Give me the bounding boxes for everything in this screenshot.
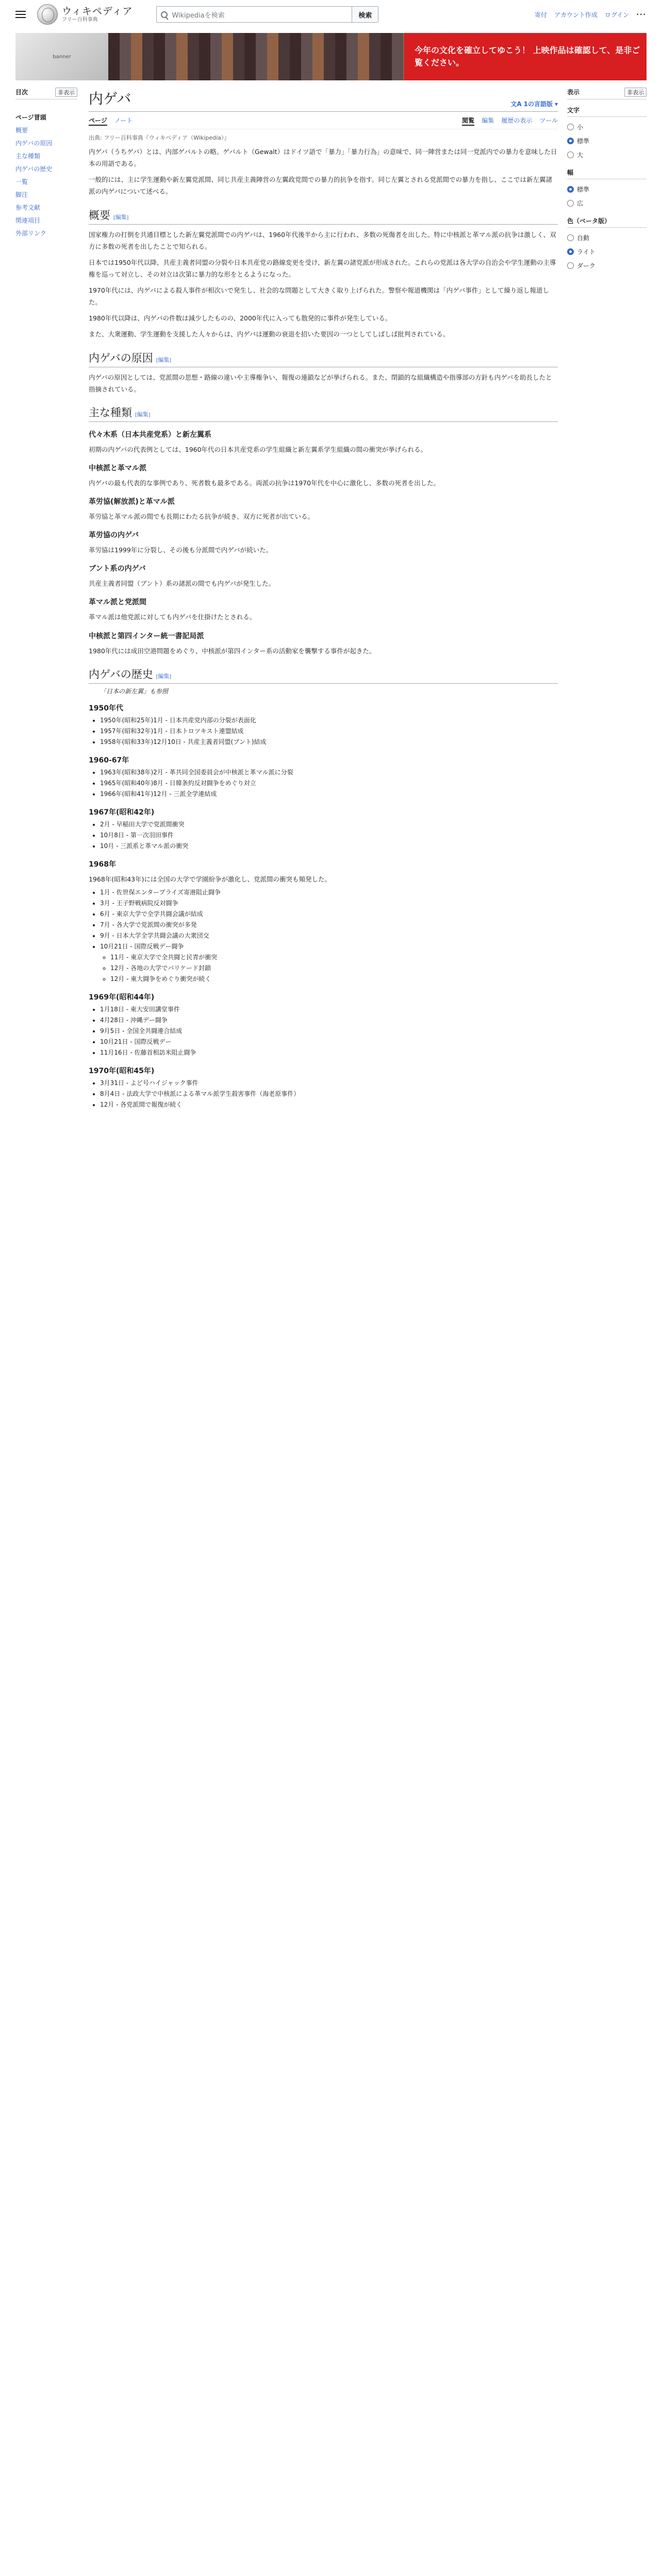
paragraph: 初期の内ゲバの代表例としては、1960年代の日本共産党系の学生組織と新左翼系学生組織の間の衝突が挙げられる。 xyxy=(89,445,427,453)
text-size-title: 文字 xyxy=(567,107,580,114)
option-label: ダーク xyxy=(577,262,596,269)
section-title: 概要 xyxy=(89,209,110,222)
list-item: • 10月8日 - 第一次羽田事件 xyxy=(100,830,558,841)
color-option[interactable] xyxy=(567,259,647,273)
subsection-heading: 革労協(解放派)と革マル派 xyxy=(89,498,175,506)
option-label: 広 xyxy=(577,200,584,207)
list-item: • 4月28日 - 沖縄デー闘争 xyxy=(100,1015,558,1026)
subsection-heading: 中核派と革マル派 xyxy=(89,464,146,472)
option-label: ライト xyxy=(577,248,595,256)
header-links xyxy=(535,10,647,19)
section-heading xyxy=(89,207,558,225)
list-item: • 1965年(昭和40年)8月 - 日韓条約反対闘争をめぐり対立 xyxy=(100,778,558,789)
from-line: 出典: フリー百科事典『ウィキペディア（Wikipedia）』 xyxy=(89,134,230,141)
option-label: 大 xyxy=(577,151,584,159)
event-list xyxy=(100,767,558,800)
text-size-option[interactable] xyxy=(567,120,647,134)
list-item: • 8月4日 - 法政大学で中核派による革マル派学生殺害事件（海老原事件） xyxy=(100,1089,558,1099)
appearance-panel xyxy=(567,88,647,273)
appearance-title: 表示 xyxy=(567,89,580,96)
subsection-heading: ブント系の内ゲバ xyxy=(89,565,146,573)
section-title: 内ゲバの原因 xyxy=(89,351,153,364)
appearance-hide-button[interactable]: 非表示 xyxy=(624,88,647,97)
paragraph: 1970年代には、内ゲバによる殺人事件が相次いで発生し、社会的な問題として大きく取り上げられた。警察や報道機関は「内ゲバ事件」として繰り返し報道した。 xyxy=(89,286,549,307)
list-item: • 1957年(昭和32年)1月 - 日本トロツキスト連盟結成 xyxy=(100,726,558,737)
banner-photo-strip xyxy=(108,33,404,80)
main-content xyxy=(89,88,558,1110)
radio-icon[interactable] xyxy=(567,200,574,207)
language-button[interactable] xyxy=(510,99,558,108)
toc-item[interactable]: 内ゲバの原因 xyxy=(15,140,53,147)
list-item: • 10月21日 - 国際反戦デー xyxy=(100,1037,558,1047)
subsection-heading: 中核派と第四インター統一書記局派 xyxy=(89,632,204,640)
list-item: ◦ 11月 - 東京大学で全共闘と民青が衝突 xyxy=(110,952,558,963)
radio-icon[interactable] xyxy=(567,138,574,144)
section-heading xyxy=(89,666,558,684)
radio-icon[interactable] xyxy=(567,234,574,241)
paragraph: 1980年代には成田空港問題をめぐり、中核派が第四インター系の活動家を襲撃する事件が起きた。 xyxy=(89,647,376,655)
search xyxy=(156,6,378,23)
text-size-option[interactable] xyxy=(567,148,647,162)
more-icon[interactable]: ··· xyxy=(636,11,647,18)
list-item: • 3月 - 王子野戦病院反対闘争 xyxy=(100,898,558,909)
create-account-link[interactable]: アカウント作成 xyxy=(554,11,598,19)
appearance-header xyxy=(567,88,647,99)
text-size-option[interactable] xyxy=(567,134,647,148)
toc-header xyxy=(15,88,77,99)
edit-link[interactable]: [編集] xyxy=(156,357,172,363)
list-item: • 3月31日 - よど号ハイジャック事件 xyxy=(100,1078,558,1089)
radio-icon[interactable] xyxy=(567,248,574,255)
subsection-heading: 革マル派と党派間 xyxy=(89,598,146,607)
year-heading: 1969年(昭和44年) xyxy=(89,993,155,1002)
toc-item[interactable]: 外部リンク xyxy=(15,230,46,237)
hatnote: 「日本の新左翼」も参照 xyxy=(100,687,169,695)
text-size-label xyxy=(567,106,647,117)
event-sublist xyxy=(110,952,558,985)
paragraph: また、大衆運動、学生運動を支援した人々からは、内ゲバは運動の衰退を招いた要因の一つとしてしばしば批判されている。 xyxy=(89,330,450,338)
toc-item[interactable]: 内ゲバの歴史 xyxy=(15,165,53,173)
login-link[interactable]: ログイン xyxy=(604,11,630,19)
wordmark-subtitle: フリー百科事典 xyxy=(62,16,98,23)
event-list xyxy=(100,819,558,852)
toc-list xyxy=(15,111,77,240)
menu-icon[interactable] xyxy=(15,11,26,18)
search-placeholder: Wikipediaを検索 xyxy=(172,11,225,20)
language-count: 1の言語版 xyxy=(523,100,553,108)
year-heading: 1950年代 xyxy=(89,704,123,713)
section-heading xyxy=(89,404,558,422)
toc-item[interactable]: ページ冒頭 xyxy=(15,114,46,121)
paragraph: 内ゲバの最も代表的な事例であり、死者数も最多である。両派の抗争は1970年代を中心に激化し、多数の死者を出した。 xyxy=(89,479,440,487)
option-label: 自動 xyxy=(577,234,590,242)
tab-edit[interactable]: 編集 xyxy=(482,117,494,124)
paragraph: 革労協と革マル派の間でも長期にわたる抗争が続き、双方に死者が出ている。 xyxy=(89,513,315,520)
color-label xyxy=(567,216,647,228)
list-item: • 1966年(昭和41年)12月 - 三派全学連結成 xyxy=(100,789,558,800)
toc-title: 目次 xyxy=(15,89,28,96)
radio-icon[interactable] xyxy=(567,186,574,193)
width-title: 幅 xyxy=(567,169,574,176)
list-item: • 9月 - 日本大学全学共闘会議の大衆団交 xyxy=(100,930,558,941)
radio-icon[interactable] xyxy=(567,262,574,269)
list-item: • 9月5日 - 全国全共闘連合結成 xyxy=(100,1026,558,1037)
year-heading: 1960-67年 xyxy=(89,756,129,765)
tab-tools[interactable]: ツール xyxy=(539,117,558,124)
tab-history[interactable]: 履歴の表示 xyxy=(501,117,533,124)
color-option[interactable] xyxy=(567,245,647,259)
list-item: • 6月 - 東京大学で全学共闘会議が結成 xyxy=(100,909,558,920)
width-label xyxy=(567,168,647,179)
paragraph: 革労協は1999年に分裂し、その後も分派間で内ゲバが続いた。 xyxy=(89,546,273,554)
campaign-banner[interactable] xyxy=(15,33,647,80)
section-title: 内ゲバの歴史 xyxy=(89,668,153,681)
event-list xyxy=(100,715,558,748)
list-item: • 12月 - 各党派間で報復が続く xyxy=(100,1099,558,1110)
year-heading: 1970年(昭和45年) xyxy=(89,1066,155,1075)
list-item: • 10月 - 三派系と革マル派の衝突 xyxy=(100,841,558,852)
list-item: • 1958年(昭和33年)12月10日 - 共産主義者同盟(ブント)結成 xyxy=(100,737,558,748)
subsection-heading: 代々木系（日本共産党系）と新左翼系 xyxy=(89,430,211,439)
color-title: 色（ベータ版） xyxy=(567,217,611,225)
toc-item[interactable]: 概要 xyxy=(15,127,28,134)
banner-image: banner xyxy=(15,33,108,80)
paragraph: 1980年代以降は、内ゲバの件数は減少したものの、2000年代に入っても散発的に事件が発生している。 xyxy=(89,314,392,323)
option-label: 標準 xyxy=(577,186,590,193)
option-label: 小 xyxy=(577,124,584,131)
list-item: • 1950年(昭和25年)1月 - 日本共産党内部の分裂が表面化 xyxy=(100,715,558,726)
tab-talk[interactable]: ノート xyxy=(114,117,133,124)
paragraph: 共産主義者同盟（ブント）系の諸派の間でも内ゲバが発生した。 xyxy=(89,580,275,588)
year-heading: 1968年 xyxy=(89,860,116,869)
edit-link[interactable]: [編集] xyxy=(156,673,172,680)
toc-panel xyxy=(15,88,77,240)
search-icon xyxy=(161,11,168,18)
paragraph: 1968年(昭和43年)には全国の大学で学園紛争が激化し、党派間の衝突も頻発した。 xyxy=(89,875,331,883)
tab-read[interactable]: 閲覧 xyxy=(462,116,474,126)
header xyxy=(0,0,662,29)
list-item: ◦ 12月 - 東大闘争をめぐり衝突が続く xyxy=(110,974,558,985)
lead-paragraph: 一般的には、主に学生運動や新左翼党派間、同じ共産主義陣営の左翼政党間での暴力的抗争を指す。同じ左翼とされる党派間での暴力を指し、ここでは新左翼諸派の内ゲバについて述べる。 xyxy=(89,176,553,196)
list-item: • 1月 - 佐世保エンタープライズ寄港阻止闘争 xyxy=(100,887,558,898)
paragraph: 革マル派は他党派に対しても内ゲバを仕掛けたとされる。 xyxy=(89,613,256,621)
year-heading: 1967年(昭和42年) xyxy=(89,808,155,817)
event-list xyxy=(100,1004,558,1058)
paragraph: 国家権力の打倒を共通目標とした新左翼党派間での内ゲバは、1960年代後半から主に行われ、多数の死傷者を出した。特に中核派と革マル派の抗争は激しく、双方に多数の死者を出したことで知られる。 xyxy=(89,230,556,250)
section-title: 主な種類 xyxy=(89,406,132,419)
width-option[interactable] xyxy=(567,182,647,196)
lead-paragraph: 内ゲバ（うちゲバ）とは、内部ゲバルトの略。ゲバルト（Gewalt）はドイツ語で「暴力」「暴力行為」の意味で、同一陣営または同一党派内での暴力を意味した日本の用語である。 xyxy=(89,148,557,168)
toc-item[interactable]: 脚注 xyxy=(15,191,28,198)
globe-icon xyxy=(37,4,58,25)
donate-link[interactable]: 寄付 xyxy=(535,11,548,19)
page-title: 内ゲバ xyxy=(89,91,131,107)
title-row xyxy=(89,88,558,112)
toc-item[interactable]: 主な種類 xyxy=(15,152,41,160)
search-input[interactable] xyxy=(156,6,352,23)
banner-text: 今年の文化を確立してゆこう！ 上映作品は確認して、是非ご覧ください。 xyxy=(415,45,640,67)
color-option[interactable] xyxy=(567,231,647,245)
list-item xyxy=(100,941,558,985)
translate-icon: 文A xyxy=(510,100,522,108)
search-button[interactable]: 検索 xyxy=(352,6,378,23)
tab-page[interactable]: ページ xyxy=(89,116,107,126)
option-label: 標準 xyxy=(577,138,590,145)
wordmark xyxy=(62,6,133,23)
radio-icon[interactable] xyxy=(567,124,574,130)
list-item: • 1月18日 - 東大安田講堂事件 xyxy=(100,1004,558,1015)
event-list xyxy=(100,1078,558,1110)
edit-link[interactable]: [編集] xyxy=(135,411,151,418)
toc-item[interactable]: 関連項目 xyxy=(15,217,41,224)
chevron-down-icon: ▾ xyxy=(554,100,558,108)
list-item: • 2月 - 早稲田大学で党派間衝突 xyxy=(100,819,558,830)
list-item: • 11月16日 - 佐藤首相訪米阻止闘争 xyxy=(100,1047,558,1058)
toc-hide-button[interactable]: 非表示 xyxy=(55,88,77,97)
event-list xyxy=(100,887,558,985)
edit-link[interactable]: [編集] xyxy=(113,214,129,221)
subsection-heading: 革労協の内ゲバ xyxy=(89,531,139,540)
toc-item[interactable]: 参考文献 xyxy=(15,204,41,211)
list-item-text: 10月21日 - 国際反戦デー闘争 xyxy=(100,942,184,950)
wikipedia-logo[interactable] xyxy=(37,4,133,25)
section-heading xyxy=(89,350,558,367)
width-option[interactable] xyxy=(567,196,647,210)
page-tabs xyxy=(89,116,558,129)
paragraph: 内ゲバの原因としては、党派間の思想・路線の違いや主導権争い、報復の連鎖などが挙げられる。また、閉鎖的な組織構造や指導部の方針も内ゲバを助長したと指摘されている。 xyxy=(89,373,552,393)
paragraph: 日本では1950年代以降、共産主義者同盟の分裂や日本共産党の路線変更を受け、新左翼の諸党派が形成された。これらの党派は各大学の自治会や学生運動の主導権を巡って対立し、その対立は次第に暴力的な形をとるようになった。 xyxy=(89,258,556,278)
list-item: ◦ 12月 - 各地の大学でバリケード封鎖 xyxy=(110,963,558,974)
wordmark-title: ウィキペディア xyxy=(62,6,133,18)
list-item: • 1963年(昭和38年)2月 - 革共同全国委員会が中核派と革マル派に分裂 xyxy=(100,767,558,778)
radio-icon[interactable] xyxy=(567,151,574,158)
toc-item[interactable]: 一覧 xyxy=(15,178,28,185)
list-item: • 7月 - 各大学で党派間の衝突が多発 xyxy=(100,920,558,930)
